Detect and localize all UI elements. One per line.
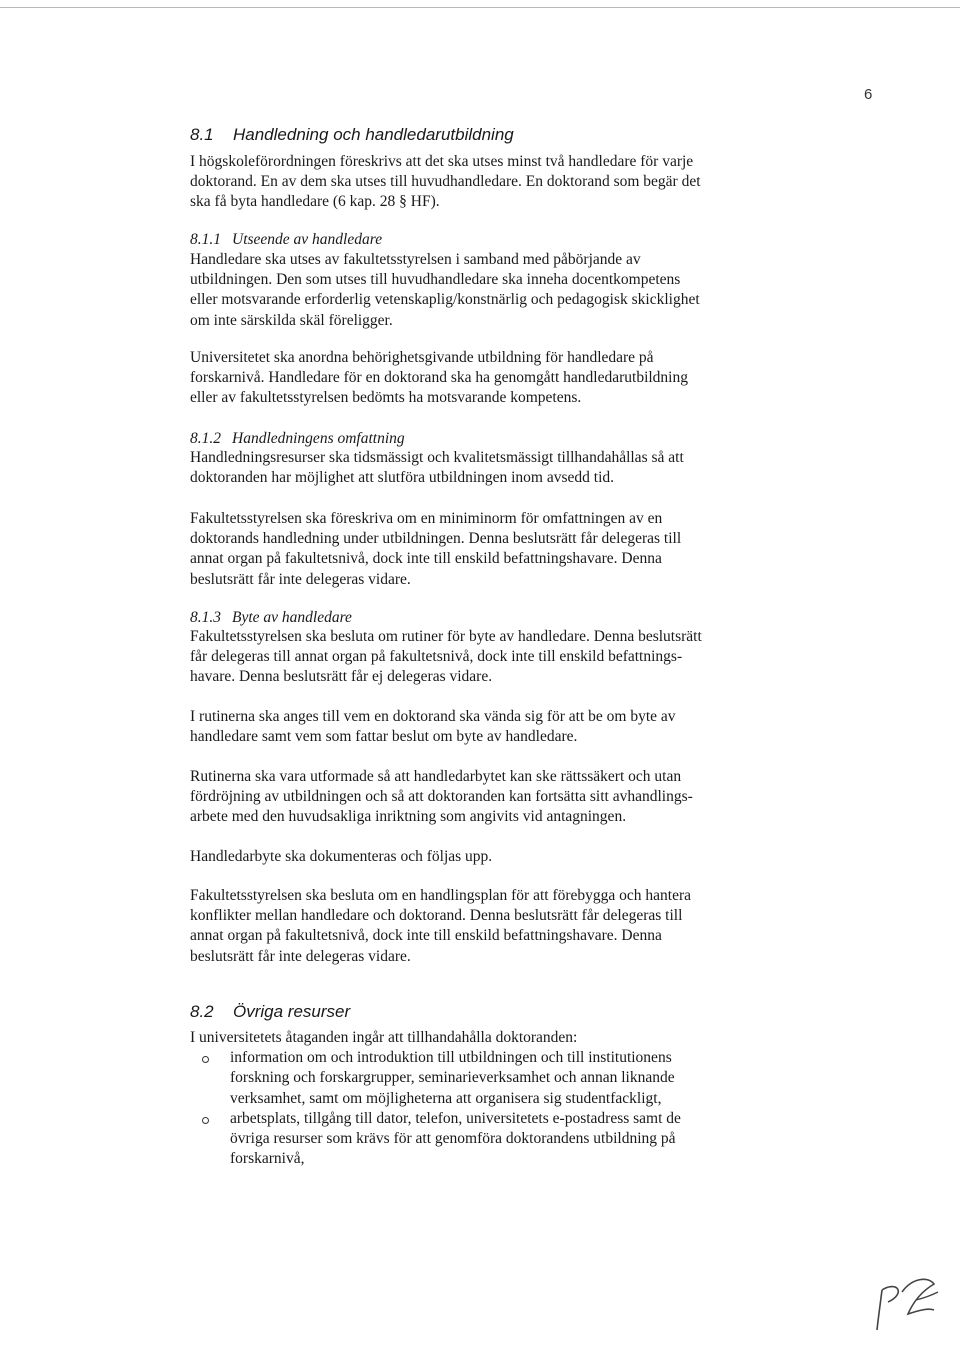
section-8-1-3-paragraph-3 (190, 767, 693, 828)
section-8-2-intro: I universitetets åtaganden ingår att tillhandahålla doktoranden: (190, 1029, 578, 1046)
text-line: får delegeras till annat organ på fakultetsnivå, dock inte till enskild befattnings- (190, 648, 683, 666)
text-line: Universitetet ska anordna behörighetsgivande utbildning för handledare på (190, 349, 654, 366)
text-line: beslutsrätt får inte delegeras vidare. (190, 570, 411, 588)
section-8-1-3-paragraph-1 (190, 627, 702, 688)
text-line: arbetsplats, tillgång till dator, telefon, universitetets e-postadress samt de (230, 1109, 681, 1127)
text-line: Handledarbyte ska dokumenteras och följas upp. (190, 848, 493, 865)
text-line: doktoranden har möjlighet att slutföra utbildningen inom avsedd tid. (190, 469, 615, 487)
section-8-1-3-paragraph-2 (190, 707, 676, 747)
bullet-icon (202, 1117, 209, 1124)
section-number: 8.2 (190, 1002, 214, 1021)
section-8-1-1-paragraph-2 (190, 348, 688, 409)
page-number: 6 (864, 86, 873, 103)
text-line: utbildningen. Den som utses till huvudhandledare ska inneha docentkompetens (190, 271, 681, 289)
text-line: verksamhet, samt om möjligheterna att organisera sig studentfackligt, (230, 1089, 662, 1107)
text-line: arbete med den huvudsakliga inriktning som angivits vid antagningen. (190, 808, 627, 826)
section-8-2-body (190, 1028, 681, 1169)
section-8-1-3-heading (190, 608, 352, 628)
text-line: övriga resurser som krävs för att genomföra doktorandens utbildning på (230, 1130, 676, 1148)
section-title: Övriga resurser (233, 1002, 351, 1021)
text-line: Handledare ska utses av fakultetsstyrelsen i samband med påbörjande av (190, 251, 641, 268)
text-line: I rutinerna ska anges till vem en doktorand ska vända sig för att be om byte av (190, 708, 676, 725)
text-line: ska få byta handledare (6 kap. 28 § HF). (190, 193, 440, 211)
text-line: information om och introduktion till utbildningen och till institutionens (230, 1049, 672, 1067)
text-line: eller av fakultetsstyrelsen bedömts ha motsvarande kompetens. (190, 389, 582, 407)
text-line: eller motsvarande erforderlig vetenskaplig/konstnärlig och pedagogisk skicklighet (190, 291, 700, 309)
text-line: konflikter mellan handledare och doktorand. Denna beslutsrätt får delegeras till (190, 907, 683, 925)
bullet-icon (202, 1056, 209, 1063)
list-item (190, 1109, 681, 1170)
text-line: Fakultetsstyrelsen ska besluta om rutiner för byte av handledare. Denna beslutsrätt (190, 628, 702, 645)
text-line: doktorands handledning under utbildningen. Denna beslutsrätt får delegeras till (190, 530, 682, 548)
section-8-1-3-paragraph-4 (190, 847, 492, 867)
section-number: 8.1.2 (190, 430, 221, 447)
section-title: Byte av handledare (232, 609, 352, 626)
text-line: havare. Denna beslutsrätt får ej delegeras vidare. (190, 668, 493, 686)
section-title: Handledning och handledarutbildning (233, 125, 514, 144)
section-8-1-heading (190, 125, 514, 145)
section-title: Utseende av handledare (232, 231, 383, 248)
resource-list (190, 1048, 681, 1169)
text-line: I högskoleförordningen föreskrivs att det ska utses minst två handledare för varje (190, 153, 694, 170)
section-8-1-2-paragraph-2 (190, 509, 681, 590)
signature-initials-icon (868, 1270, 948, 1334)
list-item (190, 1048, 681, 1109)
text-line: Handledningsresurser ska tidsmässigt och kvalitetsmässigt tillhandahållas så att (190, 449, 684, 466)
section-number: 8.1 (190, 125, 214, 144)
section-8-1-3-paragraph-5 (190, 886, 691, 967)
section-8-1-2-paragraph-1 (190, 448, 684, 488)
text-line: forskarnivå, (230, 1150, 305, 1168)
text-line: Fakultetsstyrelsen ska besluta om en handlingsplan för att förebygga och hantera (190, 887, 692, 904)
section-8-1-1-heading (190, 230, 382, 250)
section-8-1-1-paragraph-1 (190, 250, 700, 331)
text-line: doktorand. En av dem ska utses till huvudhandledare. En doktorand som begär det (190, 173, 701, 191)
section-8-2-heading (190, 1002, 350, 1022)
text-line: om inte särskilda skäl föreligger. (190, 311, 393, 329)
section-number: 8.1.3 (190, 609, 221, 626)
text-line: handledare samt vem som fattar beslut om byte av handledare. (190, 728, 578, 746)
text-line: forskarnivå. Handledare för en doktorand ska ha genomgått handledarutbildning (190, 369, 688, 387)
section-8-1-paragraph (190, 152, 701, 213)
section-number: 8.1.1 (190, 231, 221, 248)
text-line: annat organ på fakultetsnivå, dock inte till enskild befattningshavare. Denna (190, 550, 662, 568)
section-title: Handledningens omfattning (232, 430, 405, 447)
text-line: annat organ på fakultetsnivå, dock inte till enskild befattningshavare. Denna (190, 927, 662, 945)
text-line: forskning och forskargrupper, seminarieverksamhet och annan liknande (230, 1069, 675, 1087)
text-line: beslutsrätt får inte delegeras vidare. (190, 947, 411, 965)
text-line: Rutinerna ska vara utformade så att handledarbytet kan ske rättssäkert och utan (190, 768, 682, 785)
scan-edge-line (0, 7, 960, 8)
text-line: Fakultetsstyrelsen ska föreskriva om en miniminorm för omfattningen av en (190, 510, 663, 527)
section-8-1-2-heading (190, 429, 405, 449)
text-line: fördröjning av utbildningen och så att doktoranden kan fortsätta sitt avhandlings- (190, 788, 693, 806)
